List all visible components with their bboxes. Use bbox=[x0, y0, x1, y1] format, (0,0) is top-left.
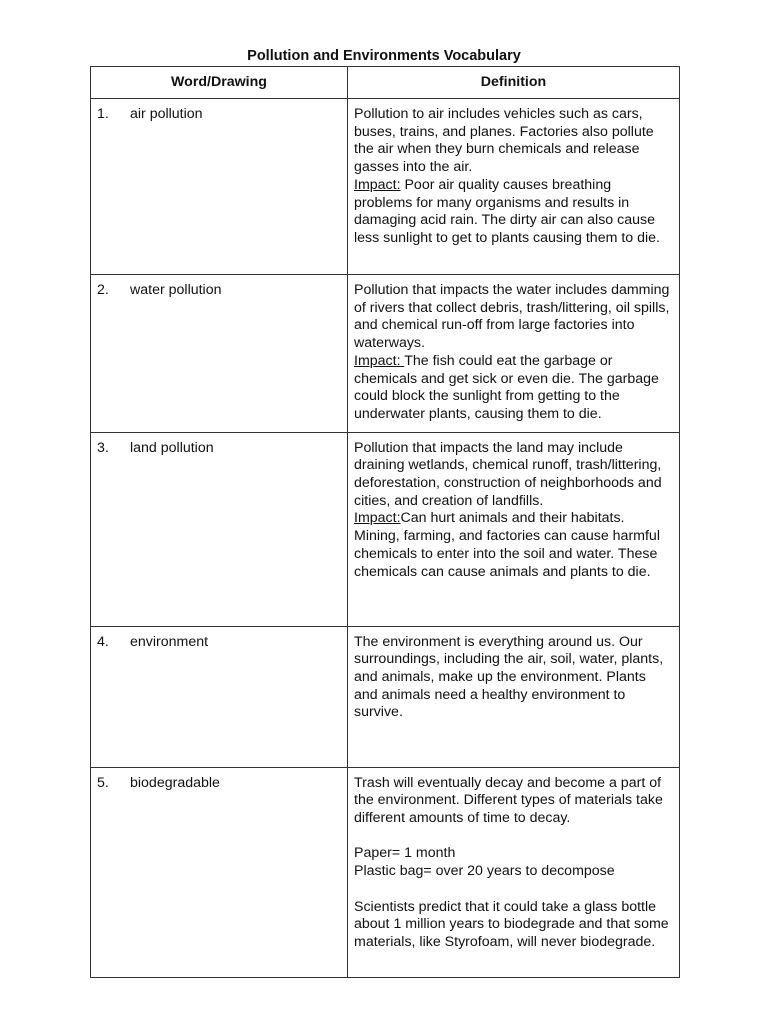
item-number: 3. bbox=[97, 439, 109, 456]
table-row bbox=[91, 275, 680, 433]
impact-text: Can hurt animals and their habitats. Mining, farming, and factories can cause harmful chemicals to enter into the soil and water. These chemicals can cause animals and plants to die. bbox=[354, 510, 660, 580]
document-title: Pollution and Environments Vocabulary bbox=[247, 48, 521, 64]
table-row bbox=[91, 626, 680, 767]
definition-cell bbox=[348, 432, 680, 626]
vocab-word: water pollution bbox=[130, 282, 222, 298]
impact-text: Poor air quality causes breathing problems for many organisms and results in damaging acid rain. The dirty air can also cause less sunlight to get to plants causing them to die. bbox=[354, 176, 661, 246]
word-cell bbox=[91, 432, 348, 626]
table-header-row bbox=[91, 67, 680, 99]
word-cell bbox=[91, 767, 348, 977]
definition-text: The environment is everything around us. Our surroundings, including the air, soil, water, plants, and animals, make up the environment. Plants and animals need a healthy environment to survive. bbox=[354, 633, 664, 721]
definition-text: Pollution that impacts the land may include draining wetlands, chemical runoff, trash/littering, deforestation, construction of neighborhoods and cities, and creation of landfills. bbox=[354, 439, 662, 509]
word-cell bbox=[91, 275, 348, 433]
example-line: Paper= 1 month bbox=[354, 845, 456, 862]
definition-text: Pollution that impacts the water includes damming of rivers that collect debris, trash/littering, oil spills, and chemical run-off from large factories into waterways. bbox=[354, 282, 670, 352]
vocab-word: air pollution bbox=[130, 106, 203, 122]
vocab-word: land pollution bbox=[130, 439, 214, 456]
impact-label: Impact: bbox=[354, 176, 401, 193]
impact-label: Impact: bbox=[354, 510, 401, 527]
definition-column-header: Definition bbox=[348, 67, 680, 99]
impact-label: Impact: bbox=[354, 352, 405, 369]
vocabulary-table bbox=[90, 66, 680, 978]
definition-cell bbox=[348, 626, 680, 767]
definition-cell bbox=[348, 275, 680, 433]
word-cell bbox=[91, 99, 348, 275]
conclusion-text: Scientists predict that it could take a glass bottle about 1 million years to biodegrade and that some materials, like Styrofoam, will never biodegrade. bbox=[354, 898, 669, 950]
table-row bbox=[91, 432, 680, 626]
vocab-word: biodegradable bbox=[130, 774, 220, 791]
item-number: 2. bbox=[97, 282, 109, 298]
vocab-word: environment bbox=[130, 633, 209, 650]
item-number: 4. bbox=[97, 633, 109, 650]
definition-cell bbox=[348, 767, 680, 977]
definition-text: Pollution to air includes vehicles such as cars, buses, trains, and planes. Factories also pollute the air when they burn chemicals and release gasses into the air. bbox=[354, 106, 654, 176]
definition-cell bbox=[348, 99, 680, 275]
table-row bbox=[91, 99, 680, 275]
impact-line bbox=[354, 510, 673, 581]
word-column-header: Word/Drawing bbox=[91, 67, 348, 99]
item-number: 5. bbox=[97, 774, 109, 791]
impact-line bbox=[354, 353, 673, 424]
definition-text: Trash will eventually decay and become a part of the environment. Different types of materials take different amounts of time to decay. bbox=[354, 774, 663, 827]
word-cell bbox=[91, 626, 348, 767]
item-number: 1. bbox=[97, 106, 109, 122]
impact-line bbox=[354, 177, 673, 248]
table-row bbox=[91, 767, 680, 977]
impact-text: The fish could eat the garbage or chemicals and get sick or even die. The garbage could block the sunlight from getting to the underwater plants, causing them to die. bbox=[354, 352, 659, 422]
example-line: Plastic bag= over 20 years to decompose bbox=[354, 863, 615, 880]
